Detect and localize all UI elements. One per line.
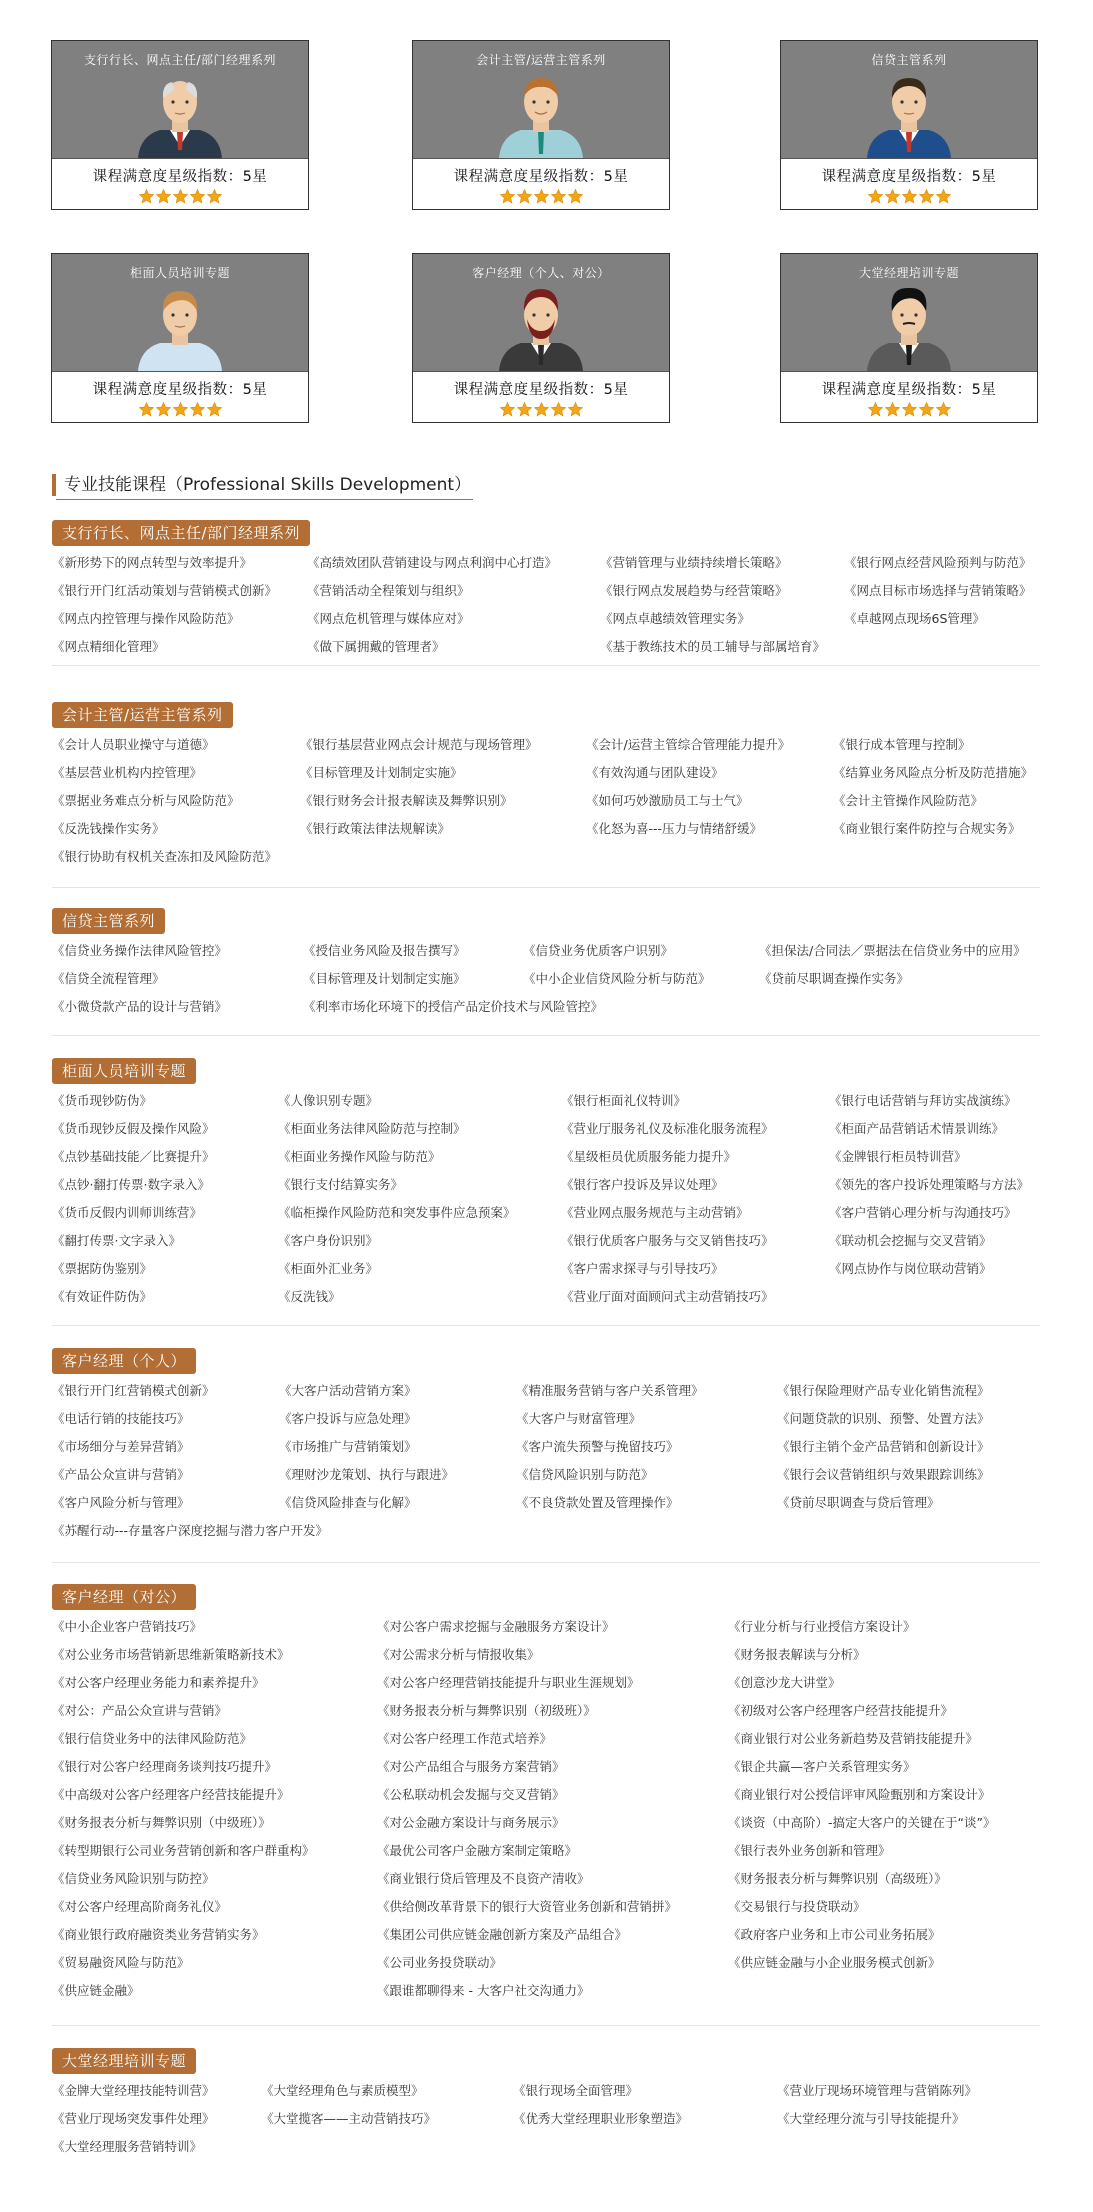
star-icon	[884, 188, 901, 205]
course-item: 《优秀大堂经理职业形象塑造》	[513, 2111, 689, 2126]
course-item: 《公私联动机会发掘与交叉营销》	[377, 1787, 565, 1802]
category-tag: 柜面人员培训专题	[52, 1058, 196, 1084]
course-item: 《银行对公客户经理商务谈判技巧提升》	[52, 1759, 278, 1774]
course-item: 《商业银行贷后管理及不良资产清收》	[377, 1871, 590, 1886]
profile-card-branch-manager	[51, 40, 309, 210]
star-icon	[567, 401, 584, 418]
course-category	[52, 2048, 1040, 2166]
course-item: 《商业银行政府融资类业务营销实务》	[52, 1927, 265, 1942]
course-item: 《对公客户需求挖掘与金融服务方案设计》	[377, 1619, 615, 1634]
section-divider	[52, 1325, 1040, 1326]
course-item: 《银行基层营业网点会计规范与现场管理》	[300, 737, 538, 752]
course-item: 《行业分析与行业授信方案设计》	[728, 1619, 916, 1634]
card-title: 支行行长、网点主任/部门经理系列	[83, 53, 277, 67]
course-item: 《银行保险理财产品专业化销售流程》	[777, 1383, 990, 1398]
course-item: 《会计主管操作风险防范》	[833, 793, 984, 808]
course-item: 《银行会议营销组织与效果跟踪训练》	[777, 1467, 990, 1482]
course-item: 《银行开门红活动策划与营销模式创新》	[52, 583, 278, 598]
course-item: 《客户需求探寻与引导技巧》	[561, 1261, 724, 1276]
course-item: 《苏醒行动---存量客户深度挖掘与潜力客户开发》	[52, 1523, 329, 1538]
course-item: 《供应链金融》	[52, 1983, 140, 1998]
course-item: 《中小企业信贷风险分析与防范》	[523, 971, 711, 986]
course-item: 《货币现钞反假及操作风险》	[52, 1121, 215, 1136]
course-item: 《电话行销的技能技巧》	[52, 1411, 190, 1426]
course-item: 《对公客户经理工作范式培养》	[377, 1731, 553, 1746]
course-item: 《银行现场全面管理》	[513, 2083, 639, 2098]
course-item: 《利率市场化环境下的授信产品定价技术与风险管控》	[303, 999, 604, 1014]
course-item: 《大堂揽客——主动营销技巧》	[261, 2111, 437, 2126]
lobby-manager-avatar-icon	[859, 279, 959, 371]
course-item: 《有效证件防伪》	[52, 1289, 153, 1304]
course-item: 《目标管理及计划制定实施》	[303, 971, 466, 986]
course-category	[52, 1348, 1040, 1550]
course-item: 《反洗钱》	[278, 1289, 341, 1304]
elder-manager-avatar-icon	[130, 66, 230, 158]
category-tag: 支行行长、网点主任/部门经理系列	[52, 520, 310, 546]
account-manager-avatar-icon	[491, 279, 591, 371]
course-item: 《网点卓越绩效管理实务》	[600, 611, 751, 626]
course-item: 《客户风险分析与管理》	[52, 1495, 190, 1510]
course-item: 《市场细分与差异营销》	[52, 1439, 190, 1454]
course-item: 《点钞·翻打传票·数字录入》	[52, 1177, 210, 1192]
course-item: 《反洗钱操作实务》	[52, 821, 165, 836]
course-item: 《精准服务营销与客户关系管理》	[516, 1383, 704, 1398]
course-item: 《网点协作与岗位联动营销》	[829, 1261, 992, 1276]
star-icon	[206, 401, 223, 418]
profile-card-lobby-manager	[780, 253, 1038, 423]
star-icon	[533, 401, 550, 418]
course-item: 《问题贷款的识别、预警、处置方法》	[777, 1411, 990, 1426]
teller-avatar-icon	[130, 279, 230, 371]
course-item: 《银企共赢—客户关系管理实务》	[728, 1759, 916, 1774]
course-item: 《票据防伪鉴别》	[52, 1261, 153, 1276]
course-item: 《金牌银行柜员特训营》	[829, 1149, 967, 1164]
course-item: 《卓越网点现场6S管理》	[844, 611, 985, 626]
course-category	[52, 1584, 1040, 2010]
section-divider	[52, 665, 1040, 666]
star-icon	[206, 188, 223, 205]
course-item: 《临柜操作风险防范和突发事件应急预案》	[278, 1205, 516, 1220]
rating-stars	[781, 401, 1037, 422]
star-icon	[901, 401, 918, 418]
card-title: 会计主管/运营主管系列	[476, 53, 606, 67]
course-item: 《理财沙龙策划、执行与跟进》	[279, 1467, 455, 1482]
course-item: 《柜面业务操作风险与防范》	[278, 1149, 441, 1164]
course-item: 《营销活动全程策划与组织》	[307, 583, 470, 598]
course-item: 《银行电话营销与拜访实战演练》	[829, 1093, 1017, 1108]
course-item: 《新形势下的网点转型与效率提升》	[52, 555, 253, 570]
course-item: 《小微贷款产品的设计与营销》	[52, 999, 228, 1014]
course-list	[52, 942, 1040, 1026]
course-item: 《财务报表解读与分析》	[728, 1647, 866, 1662]
course-item: 《货币反假内训师训练营》	[52, 1205, 203, 1220]
course-list	[52, 1382, 1040, 1550]
profile-card-teller	[51, 253, 309, 423]
star-icon	[138, 188, 155, 205]
star-icon	[172, 188, 189, 205]
course-list	[52, 2082, 1040, 2166]
profile-card-credit	[780, 40, 1038, 210]
course-list	[52, 1092, 1040, 1316]
rating-stars	[52, 188, 308, 209]
course-item: 《做下属拥戴的管理者》	[307, 639, 445, 654]
course-item: 《领先的客户投诉处理策略与方法》	[829, 1177, 1030, 1192]
course-item: 《最优公司客户金融方案制定策略》	[377, 1843, 578, 1858]
star-icon	[884, 401, 901, 418]
section-title	[52, 474, 471, 496]
card-title: 柜面人员培训专题	[129, 266, 230, 280]
course-item: 《中高级对公客户经理客户经营技能提升》	[52, 1787, 290, 1802]
course-item: 《大客户活动营销方案》	[279, 1383, 417, 1398]
course-item: 《有效沟通与团队建设》	[586, 765, 724, 780]
course-item: 《如何巧妙激励员工与士气》	[586, 793, 749, 808]
course-item: 《联动机会挖掘与交叉营销》	[829, 1233, 992, 1248]
section-divider	[52, 2025, 1040, 2026]
course-item: 《担保法/合同法／票据法在信贷业务中的应用》	[759, 943, 1026, 958]
course-category	[52, 908, 1040, 1026]
category-tag: 大堂经理培训专题	[52, 2048, 196, 2074]
course-item: 《信贷业务操作法律风险管控》	[52, 943, 228, 958]
course-item: 《对公客户经理业务能力和素养提升》	[52, 1675, 265, 1690]
course-item: 《银行网点经营风险预判与防范》	[844, 555, 1032, 570]
star-icon	[550, 188, 567, 205]
course-item: 《银行信贷业务中的法律风险防范》	[52, 1731, 253, 1746]
section-divider	[52, 1035, 1040, 1036]
course-category	[52, 702, 1040, 876]
profile-card-accounting	[412, 40, 670, 210]
course-item: 《结算业务风险点分析及防范措施》	[833, 765, 1034, 780]
course-item: 《信贷风险排查与化解》	[279, 1495, 417, 1510]
course-item: 《产品公众宣讲与营销》	[52, 1467, 190, 1482]
course-item: 《初级对公客户经理客户经营技能提升》	[728, 1703, 954, 1718]
course-item: 《跟谁都聊得来 - 大客户社交沟通力》	[377, 1983, 590, 1998]
course-item: 《大堂经理角色与素质模型》	[261, 2083, 424, 2098]
card-rating: 课程满意度星级指数：5星	[92, 169, 268, 185]
course-item: 《银行支付结算实务》	[278, 1177, 404, 1192]
course-item: 《供应链金融与小企业服务模式创新》	[728, 1955, 941, 1970]
course-item: 《不良贷款处置及管理操作》	[516, 1495, 679, 1510]
category-tag: 客户经理（个人）	[52, 1348, 196, 1374]
course-item: 《客户流失预警与挽留技巧》	[516, 1439, 679, 1454]
course-item: 《对公业务市场营销新思维新策略新技术》	[52, 1647, 290, 1662]
course-item: 《货币现钞防伪》	[52, 1093, 153, 1108]
course-item: 《对公金融方案设计与商务展示》	[377, 1815, 565, 1830]
course-item: 《创意沙龙大讲堂》	[728, 1675, 841, 1690]
star-icon	[189, 401, 206, 418]
course-item: 《对公客户经理高阶商务礼仪》	[52, 1899, 228, 1914]
course-item: 《中小企业客户营销技巧》	[52, 1619, 203, 1634]
course-item: 《营业厅现场环境管理与营销陈列》	[777, 2083, 978, 2098]
star-icon	[567, 188, 584, 205]
course-item: 《基层营业机构内控管理》	[52, 765, 203, 780]
course-item: 《柜面外汇业务》	[278, 1261, 379, 1276]
course-item: 《客户投诉与应急处理》	[279, 1411, 417, 1426]
course-item: 《政府客户业务和上市公司业务拓展》	[728, 1927, 941, 1942]
course-item: 《星级柜员优质服务能力提升》	[561, 1149, 737, 1164]
star-icon	[172, 401, 189, 418]
star-icon	[516, 401, 533, 418]
rating-stars	[781, 188, 1037, 209]
course-item: 《对公产品组合与服务方案营销》	[377, 1759, 565, 1774]
course-item: 《商业银行案件防控与合规实务》	[833, 821, 1021, 836]
course-item: 《大客户与财富管理》	[516, 1411, 642, 1426]
course-item: 《翻打传票·文字录入》	[52, 1233, 181, 1248]
course-item: 《银行主销个金产品营销和创新设计》	[777, 1439, 990, 1454]
star-icon	[499, 401, 516, 418]
star-icon	[189, 188, 206, 205]
card-rating: 课程满意度星级指数：5星	[453, 382, 629, 398]
course-item: 《信贷风险识别与防范》	[516, 1467, 654, 1482]
course-item: 《基于教练技术的员工辅导与部属培育》	[600, 639, 826, 654]
course-item: 《商业银行对公授信评审风险甄别和方案设计》	[728, 1787, 991, 1802]
credit-officer-avatar-icon	[859, 66, 959, 158]
course-item: 《贷前尽职调查与贷后管理》	[777, 1495, 940, 1510]
star-icon	[138, 401, 155, 418]
course-item: 《银行客户投诉及异议处理》	[561, 1177, 724, 1192]
star-icon	[155, 188, 172, 205]
star-icon	[935, 401, 952, 418]
star-icon	[533, 188, 550, 205]
course-list	[52, 1618, 1040, 2010]
course-item: 《转型期银行公司业务营销创新和客户群重构》	[52, 1843, 315, 1858]
star-icon	[516, 188, 533, 205]
card-rating: 课程满意度星级指数：5星	[453, 169, 629, 185]
category-tag: 会计主管/运营主管系列	[52, 702, 233, 728]
course-item: 《营业厅面对面顾问式主动营销技巧》	[561, 1289, 774, 1304]
course-item: 《金牌大堂经理技能特训营》	[52, 2083, 215, 2098]
course-item: 《营业厅服务礼仪及标准化服务流程》	[561, 1121, 774, 1136]
course-item: 《银行财务会计报表解读及舞弊识别》	[300, 793, 513, 808]
course-item: 《柜面业务法律风险防范与控制》	[278, 1121, 466, 1136]
course-item: 《信贷业务风险识别与防控》	[52, 1871, 215, 1886]
section-title-text: 专业技能课程（Professional Skills Development）	[64, 475, 472, 495]
category-tag: 客户经理（对公）	[52, 1584, 196, 1610]
course-item: 《财务报表分析与舞弊识别（中级班）》	[52, 1815, 271, 1830]
star-icon	[918, 401, 935, 418]
course-item: 《会计/运营主管综合管理能力提升》	[586, 737, 791, 752]
course-item: 《人像识别专题》	[278, 1093, 379, 1108]
course-item: 《银行成本管理与控制》	[833, 737, 971, 752]
star-icon	[935, 188, 952, 205]
course-item: 《网点精细化管理》	[52, 639, 165, 654]
course-item: 《供给侧改革背景下的银行大资管业务创新和营销拼》	[377, 1899, 678, 1914]
course-item: 《公司业务投贷联动》	[377, 1955, 503, 1970]
rating-stars	[413, 188, 669, 209]
card-rating: 课程满意度星级指数：5星	[92, 382, 268, 398]
course-item: 《交易银行与投贷联动》	[728, 1899, 866, 1914]
course-item: 《银行柜面礼仪特训》	[561, 1093, 687, 1108]
card-title: 客户经理（个人、对公）	[472, 266, 610, 280]
course-item: 《银行开门红营销模式创新》	[52, 1383, 215, 1398]
star-icon	[550, 401, 567, 418]
course-item: 《网点危机管理与媒体应对》	[307, 611, 470, 626]
star-icon	[155, 401, 172, 418]
course-item: 《财务报表分析与舞弊识别（高级班）》	[728, 1871, 947, 1886]
course-item: 《市场推广与营销策划》	[279, 1439, 417, 1454]
course-item: 《会计人员职业操守与道德》	[52, 737, 215, 752]
course-item: 《银行政策法律法规解读》	[300, 821, 451, 836]
card-title: 大堂经理培训专题	[858, 266, 959, 280]
course-item: 《营业网点服务规范与主动营销》	[561, 1205, 749, 1220]
star-icon	[499, 188, 516, 205]
course-item: 《对公客户经理营销技能提升与职业生涯规划》	[377, 1675, 640, 1690]
profile-card-account-manager	[412, 253, 670, 423]
course-item: 《财务报表分析与舞弊识别（初级班）》	[377, 1703, 596, 1718]
course-item: 《信贷全流程管理》	[52, 971, 165, 986]
course-item: 《网点目标市场选择与营销策略》	[844, 583, 1032, 598]
course-category	[52, 1058, 1040, 1316]
category-tag: 信贷主管系列	[52, 908, 165, 934]
course-item: 《银行网点发展趋势与经营策略》	[600, 583, 788, 598]
course-list	[52, 554, 1040, 666]
star-icon	[867, 401, 884, 418]
accountant-avatar-icon	[491, 66, 591, 158]
section-divider	[52, 887, 1040, 888]
star-icon	[901, 188, 918, 205]
card-rating: 课程满意度星级指数：5星	[821, 169, 997, 185]
course-list	[52, 736, 1040, 876]
course-item: 《网点内控管理与操作风险防范》	[52, 611, 240, 626]
rating-stars	[413, 401, 669, 422]
course-item: 《营业厅现场突发事件处理》	[52, 2111, 215, 2126]
course-item: 《票据业务难点分析与风险防范》	[52, 793, 240, 808]
course-item: 《点钞基础技能／比赛提升》	[52, 1149, 215, 1164]
rating-stars	[52, 401, 308, 422]
card-rating: 课程满意度星级指数：5星	[821, 382, 997, 398]
course-item: 《集团公司供应链金融创新方案及产品组合》	[377, 1927, 628, 1942]
course-item: 《营销管理与业绩持续增长策略》	[600, 555, 788, 570]
course-item: 《化怒为喜---压力与情绪舒缓》	[586, 821, 763, 836]
course-item: 《银行优质客户服务与交叉销售技巧》	[561, 1233, 774, 1248]
star-icon	[867, 188, 884, 205]
course-item: 《贷前尽职调查操作实务》	[759, 971, 910, 986]
course-item: 《信贷业务优质客户识别》	[523, 943, 674, 958]
course-item: 《客户营销心理分析与沟通技巧》	[829, 1205, 1017, 1220]
course-item: 《银行表外业务创新和管理》	[728, 1843, 891, 1858]
course-item: 《柜面产品营销话术情景训练》	[829, 1121, 1005, 1136]
course-item: 《高绩效团队营销建设与网点利润中心打造》	[307, 555, 558, 570]
course-item: 《客户身份识别》	[278, 1233, 379, 1248]
course-item: 《对公需求分析与情报收集》	[377, 1647, 540, 1662]
course-item: 《商业银行对公业务新趋势及营销技能提升》	[728, 1731, 979, 1746]
card-title: 信贷主管系列	[871, 53, 947, 67]
course-item: 《银行协助有权机关查冻扣及风险防范》	[52, 849, 278, 864]
star-icon	[918, 188, 935, 205]
course-item: 《大堂经理服务营销特训》	[52, 2139, 203, 2154]
course-item: 《大堂经理分流与引导技能提升》	[777, 2111, 965, 2126]
course-item: 《目标管理及计划制定实施》	[300, 765, 463, 780]
course-item: 《贸易融资风险与防范》	[52, 1955, 190, 1970]
section-divider	[52, 1562, 1040, 1563]
course-category	[52, 520, 1040, 666]
course-item: 《对公：产品公众宣讲与营销》	[52, 1703, 228, 1718]
course-item: 《谈资（中高阶）-搞定大客户的关键在于“谈”》	[728, 1815, 996, 1830]
course-item: 《授信业务风险及报告撰写》	[303, 943, 466, 958]
